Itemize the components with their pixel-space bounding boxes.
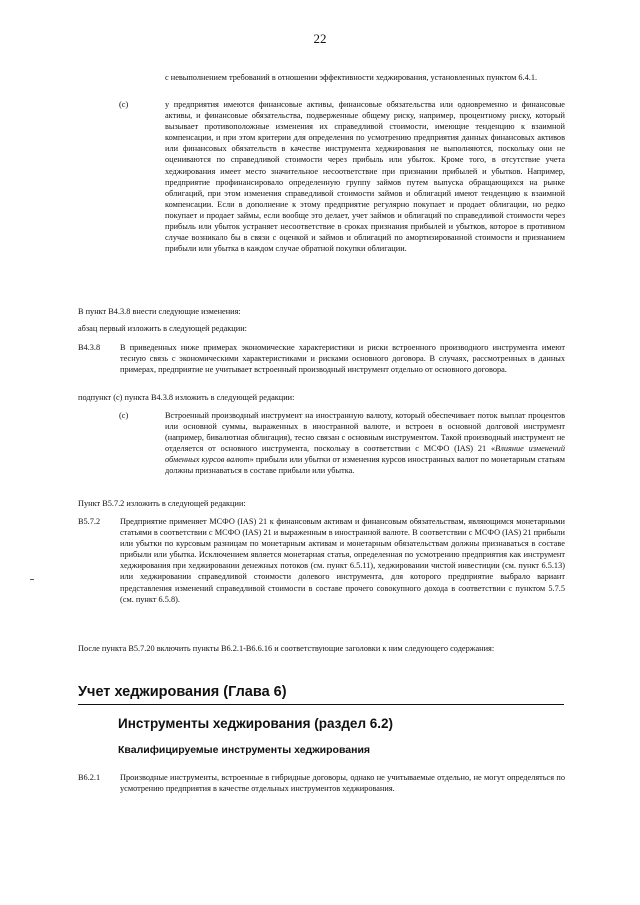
b438-paragraph-one-note: абзац первый изложить в следующей редакции:: [78, 324, 247, 333]
b572-text: Предприятие применяет МСФО (IAS) 21 к финансовым активам и финансовым обязательствам, являющимся монетарными статьями в соответствии с МСФО (IAS) 21 и выраженным в иностранной валюте. В соответствии с МСФО (IAS) 21 прибыли или убытки по курсовым разницам по монетарным активам и монетарным обязательствам должны признаваться в составе прибыли или убытка. Исключением является монетарная статья, определенная по усмотрению предприятия как инструмент хеджирования при хеджировании денежных потоков (см. пункт 6.5.11), хеджировании чистой инвестиции (см. пункт 6.5.13) или хеджировании справедливой стоимости долевого инструмента, для которого предприятие выбрало вариант представления изменений справедливой стоимости в составе прочего совокупного дохода в соответствии с пунктом 5.7.5 (см. пункт 6.5.8).: [120, 517, 565, 604]
item-c2-text-a: Встроенный производный инструмент на иностранную валюту, который обеспечивает поток выплат процентов или основной суммы, выраженных в иностранной валюте, и встроен в основной долговой инструмент (например, бивалютная облигация), тесно связан с основным инструментом. Такой производный инструмент не отделяется от основного инструмента, поскольку в соответствии с МСФО (IAS) 21 «: [165, 411, 565, 454]
item-c2-italic-title: Влияние изменений обменных курсов валют: [165, 444, 565, 465]
paragraph-continuation: с невыполнением требований в отношении эффективности хеджирования, установленных пунктом 6.4.1.: [165, 73, 538, 82]
b621-label: B6.2.1: [78, 773, 101, 782]
b572-label: B5.7.2: [78, 517, 101, 526]
b621-text: Производные инструменты, встроенные в гибридные договоры, однако не учитываемые отдельно, не могут определяться по усмотрению предприятия в качестве отдельных инструментов хеджирования.: [120, 773, 565, 794]
item-c2-text-b: » прибыли или убытки от изменения курсов иностранных валют по монетарным статьям должны признаваться в составе прибыли или убытка.: [165, 455, 565, 476]
item-c1-text: у предприятия имеются финансовые активы, финансовые обязательства или одновременно и финансовые активы, и финансовые обязательства, подверженные общему риску, например, процентному риску, который вызывает противоположные изменения их справедливой стоимости, имеющие тенденцию к взаимной компенсации, и при этом критерии для определения по усмотрению предприятия данных финансовых активов или финансовых обязательств в качестве инструмента хеджирования не выполняются, поскольку они не оцениваются по справедливой стоимости через прибыль или убыток. Кроме того, в отсутствие учета хеджирования имеет место значительное несоответствие при признании прибылей и убытков. Например, предприятие профинансировало определенную группу займов путем выпуска обращающихся на рынке облигаций, при этом изменения справедливой стоимости займов и облигаций имеют тенденцию к взаимной компенсации. Если в дополнение к этому предприятие регулярно покупает и продает облигации, но редко покупает и продает займы, если вообще это делает, учет займов и облигаций по справедливой стоимости через прибыль или убыток устраняет несоответствие в сроках признания прибылей и убытков, которое в противном случае возникало бы в связи с оценкой и займов и облигаций по амортизированной стоимости и признанием прибыли или убытка в каждом случае обратной покупки облигации.: [165, 100, 565, 254]
page-number: 22: [313, 31, 327, 46]
b438-text: В приведенных ниже примерах экономические характеристики и риски встроенного производного инструмента имеют тесную связь с экономическими характеристиками и рисками основного договора. В случаях, рассмотренных в данных примерах, предприятие не учитывает встроенный производный инструмент отдельно от основного договора.: [120, 343, 565, 375]
margin-mark: [30, 579, 34, 580]
item-c2-label: (c): [119, 411, 129, 420]
b438-label: B4.3.8: [78, 343, 101, 352]
item-c1-label: (c): [119, 100, 129, 109]
b438-intro: В пункт B4.3.8 внести следующие изменения:: [78, 307, 241, 316]
insert-instruction: После пункта B5.7.20 включить пункты B6.2.1-B6.6.16 и соответствующие заголовки к ним следующего содержания:: [78, 644, 495, 653]
section-heading: Инструменты хеджирования (раздел 6.2): [118, 716, 394, 731]
chapter-heading: Учет хеджирования (Глава 6): [78, 684, 287, 700]
b572-intro: Пункт B5.7.2 изложить в следующей редакции:: [78, 499, 246, 508]
subitem-c-intro: подпункт (c) пункта B4.3.8 изложить в следующей редакции:: [78, 393, 295, 402]
subsection-heading: Квалифицируемые инструменты хеджирования: [118, 744, 371, 756]
item-c2-text: [165, 410, 565, 477]
heading-rule: [78, 704, 564, 705]
